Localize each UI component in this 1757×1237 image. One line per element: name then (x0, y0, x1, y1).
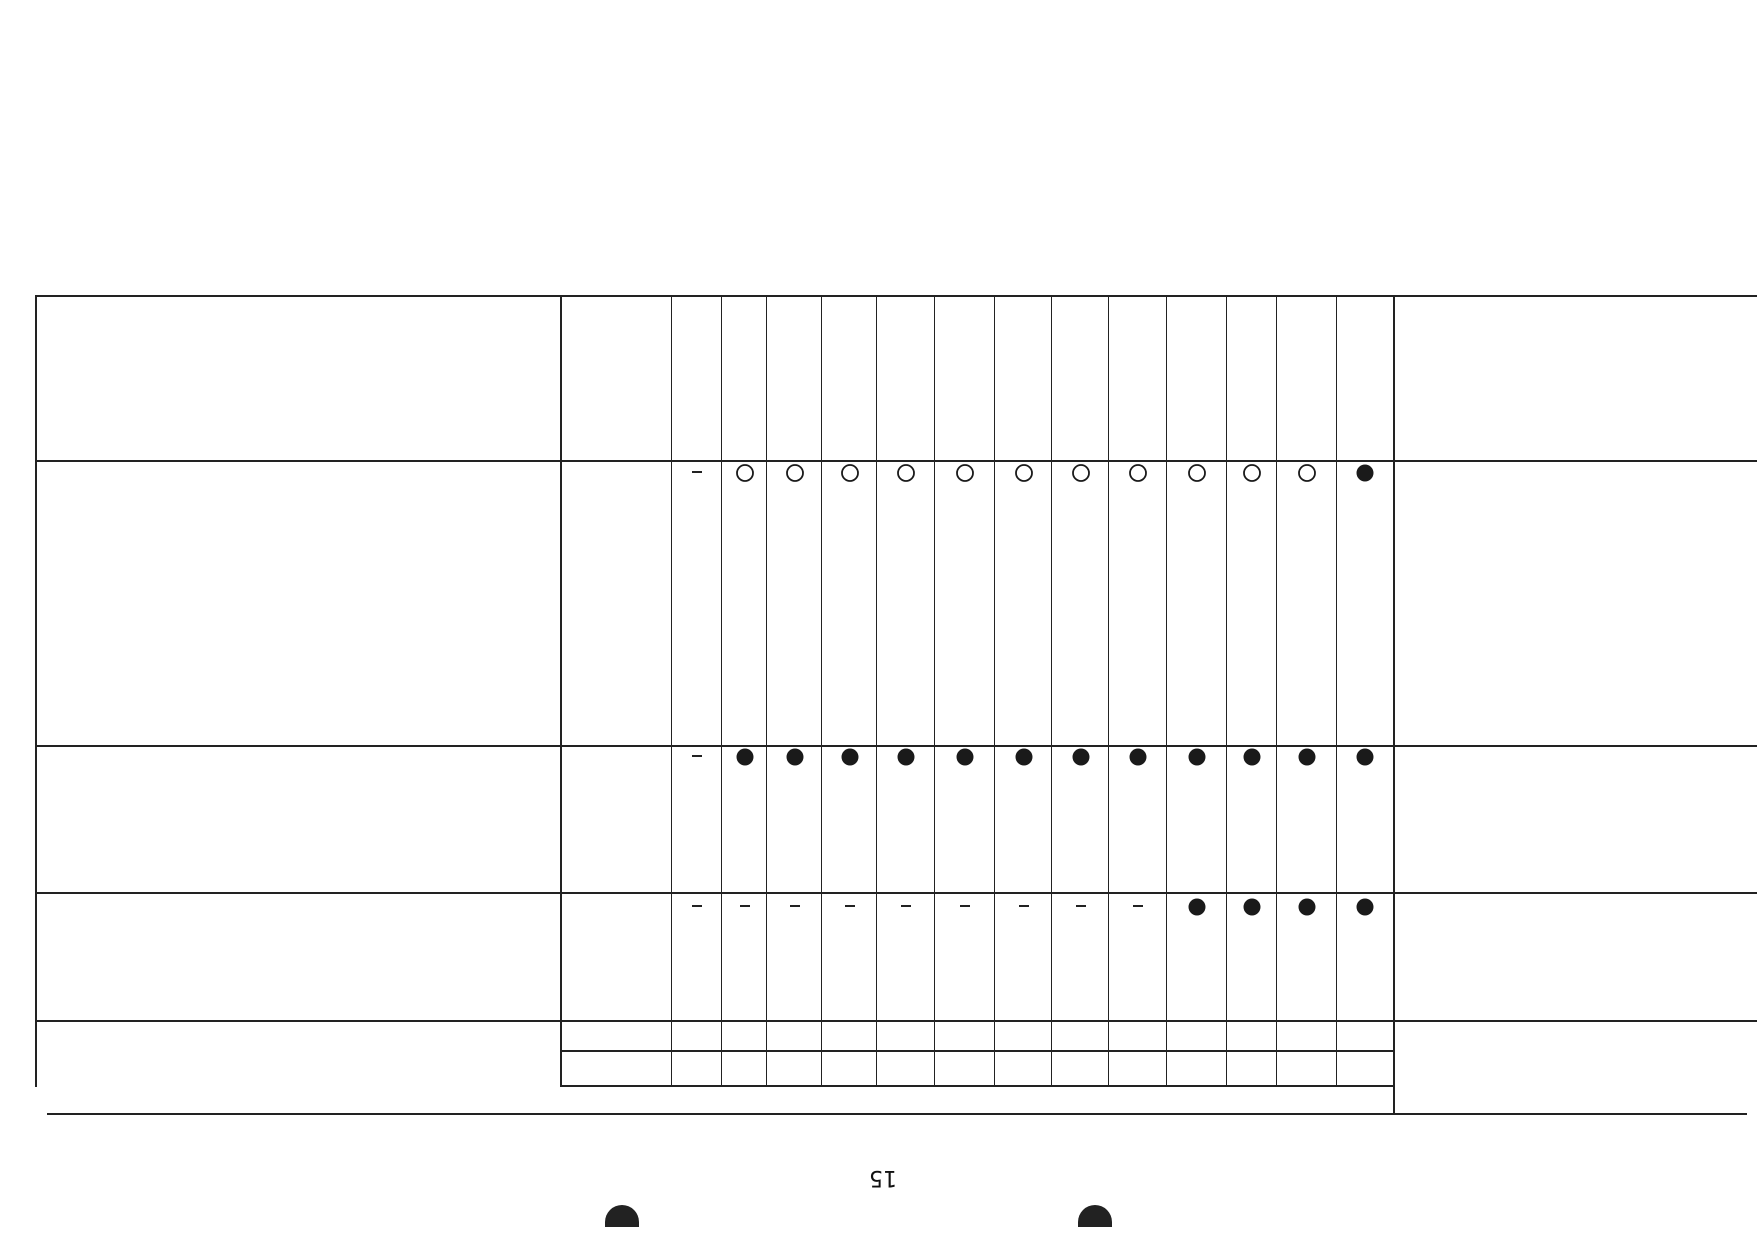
rating-open-circle (1297, 463, 1317, 483)
col-line (1166, 297, 1167, 1087)
row-sep-14 (37, 892, 1757, 894)
col-line (994, 297, 995, 1087)
rating-open-circle (1071, 463, 1091, 483)
table-right-border (35, 295, 37, 1087)
table-top-border (47, 1113, 1747, 1115)
rating-open-circle (840, 463, 860, 483)
rating-open-circle (1014, 463, 1034, 483)
header-row-line-1 (560, 1085, 1395, 1087)
rating-open-circle (1128, 463, 1148, 483)
rating-filled-circle (1071, 747, 1091, 767)
rating-filled-circle (896, 747, 916, 767)
header-row-line-3 (37, 1020, 1757, 1022)
resp-col-border (560, 295, 562, 1087)
rating-filled-circle (785, 747, 805, 767)
rating-open-circle (896, 463, 916, 483)
rating-dash-mark (960, 905, 970, 907)
rating-filled-circle (1355, 897, 1375, 917)
rating-open-circle (955, 463, 975, 483)
rating-dash-mark (901, 905, 911, 907)
col-line (821, 297, 822, 1087)
rating-dash-mark (692, 471, 702, 473)
header-row-line-2 (560, 1050, 1395, 1052)
rating-dash-mark (692, 755, 702, 757)
col-line (766, 297, 767, 1087)
rating-filled-circle (1355, 463, 1375, 483)
col-line (1276, 297, 1277, 1087)
rating-filled-circle (1297, 897, 1317, 917)
punch-hole-right (605, 1205, 639, 1227)
rating-open-circle (785, 463, 805, 483)
rating-filled-circle (1014, 747, 1034, 767)
col-line (876, 297, 877, 1087)
col-line (934, 297, 935, 1087)
rating-filled-circle (1242, 897, 1262, 917)
col-line (1336, 297, 1337, 1087)
page-number: 15 (869, 1165, 897, 1190)
rating-dash-mark (790, 905, 800, 907)
rating-dash-mark (740, 905, 750, 907)
row-sep-73 (37, 460, 1757, 462)
rating-dash-mark (1133, 905, 1143, 907)
col-line (721, 297, 722, 1087)
rating-dash-mark (1076, 905, 1086, 907)
rating-filled-circle (1242, 747, 1262, 767)
rating-filled-circle (1187, 897, 1207, 917)
rating-filled-circle (735, 747, 755, 767)
rating-open-circle (735, 463, 755, 483)
rating-filled-circle (955, 747, 975, 767)
rating-filled-circle (1297, 747, 1317, 767)
rating-filled-circle (1355, 747, 1375, 767)
table-left-border (1393, 295, 1395, 1115)
rating-filled-circle (1128, 747, 1148, 767)
table-bottom-border (37, 295, 1757, 297)
col-line (1051, 297, 1052, 1087)
punch-hole-left (1078, 1205, 1112, 1227)
col-line (1108, 297, 1109, 1087)
col-line (671, 297, 672, 1087)
rating-dash-mark (692, 905, 702, 907)
rating-dash-mark (1019, 905, 1029, 907)
rating-dash-mark (845, 905, 855, 907)
rating-filled-circle (1187, 747, 1207, 767)
rating-open-circle (1187, 463, 1207, 483)
rating-filled-circle (840, 747, 860, 767)
rating-open-circle (1242, 463, 1262, 483)
col-line (1226, 297, 1227, 1087)
